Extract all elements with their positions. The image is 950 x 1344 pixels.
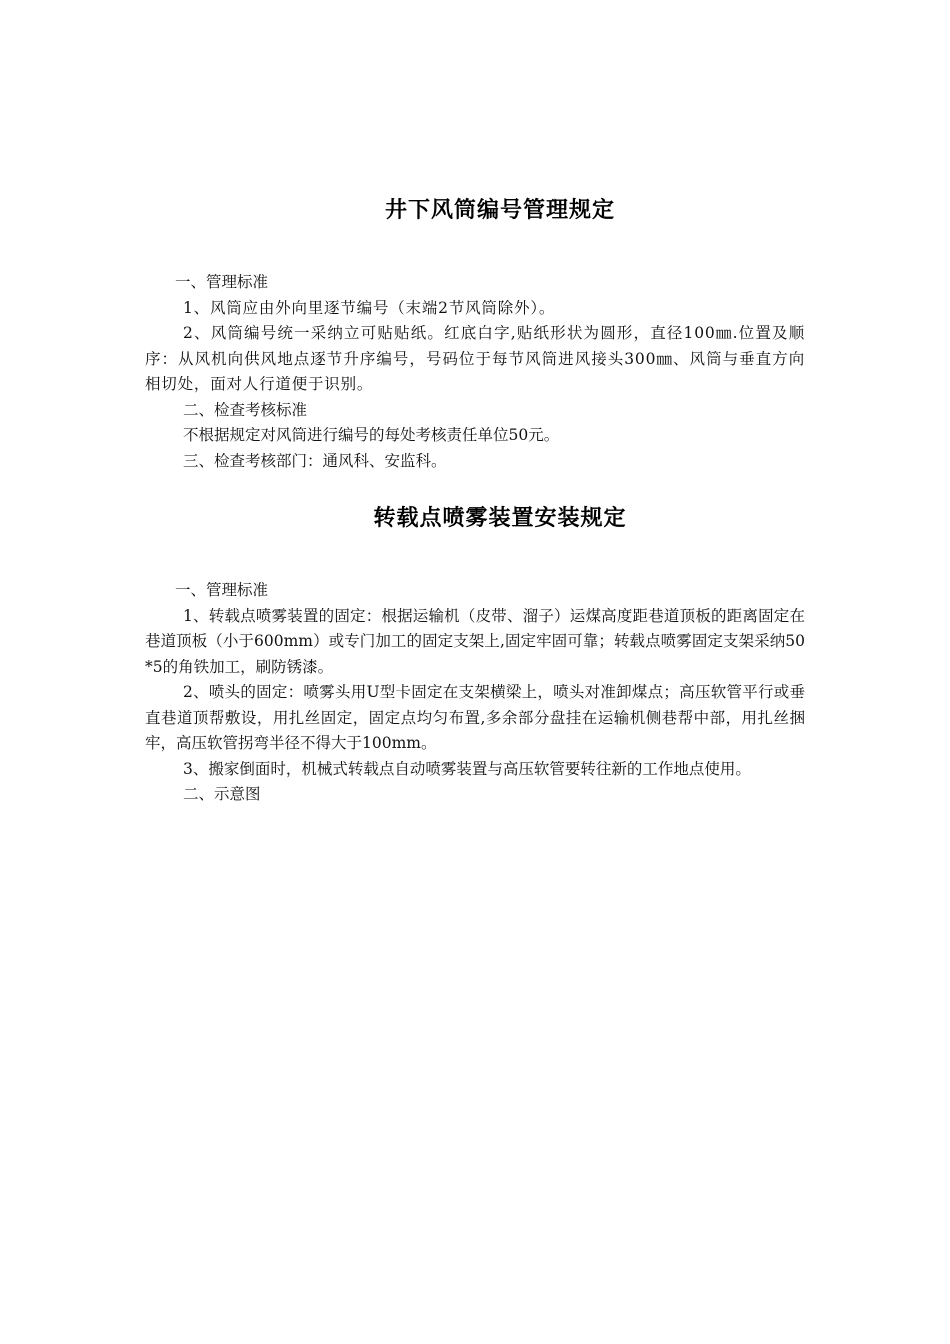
rule-paragraph: 2、喷头的固定：喷雾头用U型卡固定在支架横梁上，喷头对准卸煤点；高压软管平行或垂直巷道顶帮敷设，用扎丝固定，固定点均匀布置,多余部分盘挂在运输机侧巷帮中部，用扎丝捆牢，高压软管拐弯半径不得大于100mm。: [145, 683, 805, 752]
section-body: [145, 270, 805, 474]
section-body: [145, 578, 805, 808]
rule-paragraph: 不根据规定对风筒进行编号的每处考核责任单位50元。: [183, 426, 560, 444]
rule-paragraph: 1、风筒应由外向里逐节编号（末端2节风筒除外）。: [183, 298, 556, 317]
heading-management-standard: 一、管理标准: [175, 273, 269, 291]
rule-paragraph: 2、风筒编号统一采纳立可贴贴纸。红底白字,贴纸形状为圆形，直径100㎜.位置及顺序：从风机向供风地点逐节升序编号，号码位于每节风筒进风接头300㎜、风筒与垂直方向相切处，面对人行道便于识别。: [145, 324, 805, 393]
rule-paragraph: 3、搬家倒面时，机械式转载点自动喷雾装置与高压软管要转往新的工作地点使用。: [183, 759, 751, 778]
heading-management-standard: 一、管理标准: [175, 581, 269, 599]
heading-inspection-department: 三、检查考核部门：通风科、安监科。: [183, 451, 447, 470]
heading-diagram: 二、示意图: [183, 785, 261, 803]
section-spray-device-installation: [145, 504, 805, 808]
section-ventilation-duct-numbering: [145, 196, 805, 474]
section-title: 井下风筒编号管理规定: [384, 198, 615, 223]
rule-paragraph: 1、转载点喷雾装置的固定：根据运输机（皮带、溜子）运煤高度距巷道顶板的距离固定在巷道顶板（小于600mm）或专门加工的固定支架上,固定牢固可靠；转载点喷雾固定支架采纳50*5的角铁加工，刷防锈漆。: [145, 606, 805, 676]
section-title: 转载点喷雾装置安装规定: [373, 506, 627, 531]
heading-inspection-standard: 二、检查考核标准: [183, 400, 308, 419]
